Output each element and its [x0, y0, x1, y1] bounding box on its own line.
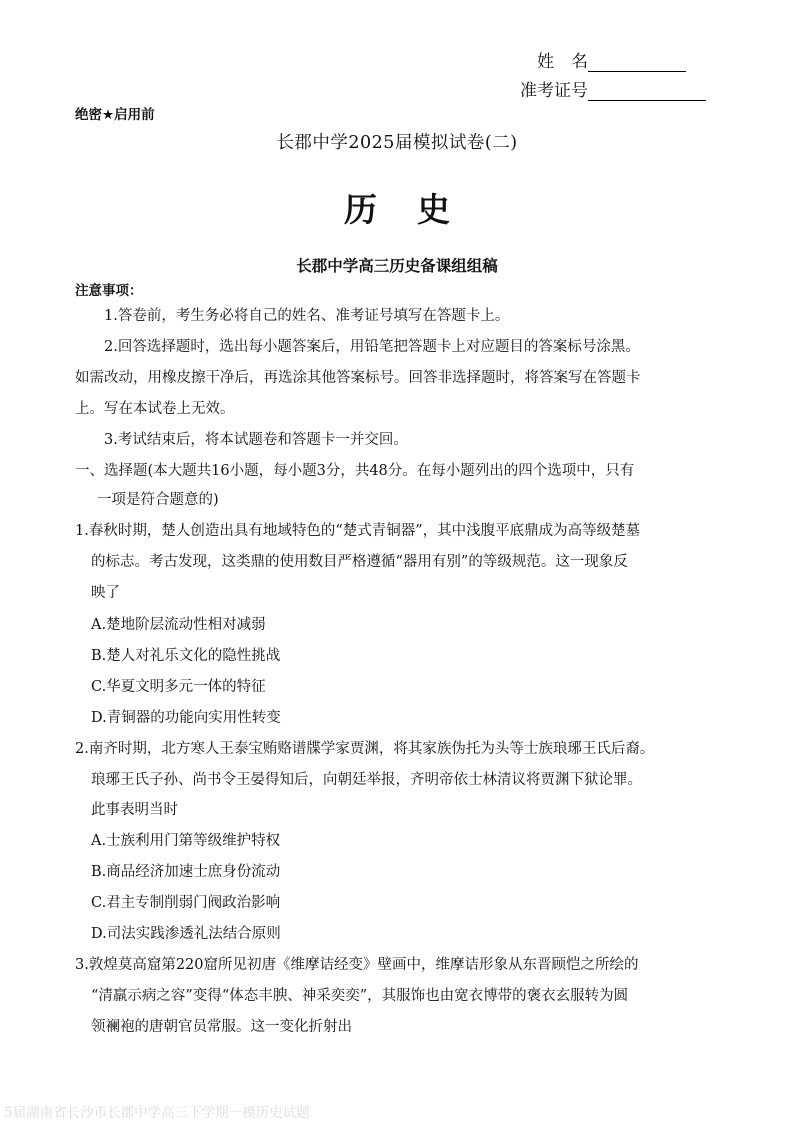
question-1-line-3: 映了 — [91, 585, 120, 601]
exam-id-label: 准考证号 — [520, 81, 588, 101]
name-blank — [588, 53, 686, 72]
question-1-option-b: B.楚人对礼乐文化的隐性挑战 — [91, 648, 281, 664]
notice-title: 注意事项： — [75, 283, 143, 299]
subject-char-1: 历 — [344, 190, 377, 229]
notice-item-2-line-2: 如需改动，用橡皮擦干净后，再选涂其他答案标号。回答非选择题时，将答案写在答题卡 — [75, 370, 641, 386]
question-2-option-b: B.商品经济加速士庶身份流动 — [91, 864, 281, 880]
notice-item-2-line-1: 2.回答选择题时，选出每小题答案后，用铅笔把答题卡上对应题目的答案标号涂黑。 — [104, 339, 640, 355]
question-2-line-1: 2.南齐时期，北方寒人王泰宝贿赂谱牒学家贾渊，将其家族伪托为头等士族琅琊王氏后裔。 — [75, 741, 655, 757]
question-1-line-1: 1.春秋时期，楚人创造出具有地域特色的“楚式青铜器”，其中浅腹平底鼎成为高等级楚墓 — [75, 523, 641, 539]
question-2-option-d: D.司法实践渗透礼法结合原则 — [91, 926, 281, 942]
exam-id-blank — [588, 82, 706, 101]
question-2-option-c: C.君主专制削弱门阀政治影响 — [91, 895, 281, 911]
question-2-line-3: 此事表明当时 — [91, 802, 178, 818]
question-1-line-2: 的标志。考古发现，这类鼎的使用数目严格遵循“器用有别”的等级规范。这一现象反 — [91, 554, 628, 570]
notice-item-1: 1.答卷前，考生务必将自己的姓名、准考证号填写在答题卡上。 — [104, 308, 510, 324]
confidential-mark: 绝密★启用前 — [75, 107, 155, 123]
question-1-option-d: D.青铜器的功能向实用性转变 — [91, 710, 281, 726]
exam-title: 长郡中学2025届模拟试卷(二) — [276, 133, 518, 153]
question-1-option-c: C.华夏文明多元一体的特征 — [91, 679, 266, 695]
section-heading-line-2: 一项是符合题意的) — [97, 492, 219, 508]
authoring-group: 长郡中学高三历史备课组组稿 — [296, 257, 498, 275]
section-heading-line-1: 一、选择题(本大题共16小题，每小题3分，共48分。在每小题列出的四个选项中，只有 — [75, 463, 635, 479]
question-2-option-a: A.士族利用门第等级维护特权 — [91, 833, 281, 849]
question-2-line-2: 琅琊王氏子孙、尚书令王晏得知后，向朝廷举报，齐明帝依士林清议将贾渊下狱论罪。 — [91, 772, 642, 788]
subject-title — [0, 184, 794, 231]
exam-id-field — [520, 76, 706, 101]
question-1-option-a: A.楚地阶层流动性相对减弱 — [91, 617, 266, 633]
footer-watermark: 5届湖南省长沙市长郡中学高三下学期一模历史试题 — [4, 1105, 310, 1121]
notice-item-2-line-3: 上。写在本试卷上无效。 — [75, 401, 235, 417]
question-3-line-1: 3.敦煌莫高窟第220窟所见初唐《维摩诘经变》壁画中，维摩诘形象从东晋顾恺之所绘的 — [75, 957, 639, 973]
question-3-line-2: “清羸示病之容”变得“体态丰腴、神采奕奕”，其服饰也由宽衣博带的褒衣玄服转为圆 — [91, 988, 629, 1004]
notice-item-3: 3.考试结束后，将本试题卷和答题卡一并交回。 — [104, 432, 408, 448]
name-field — [537, 47, 686, 72]
subject-char-2: 史 — [417, 190, 450, 229]
name-label: 姓 名 — [537, 52, 588, 72]
question-3-line-3: 领襕袍的唐朝官员常服。这一变化折射出 — [91, 1019, 352, 1035]
